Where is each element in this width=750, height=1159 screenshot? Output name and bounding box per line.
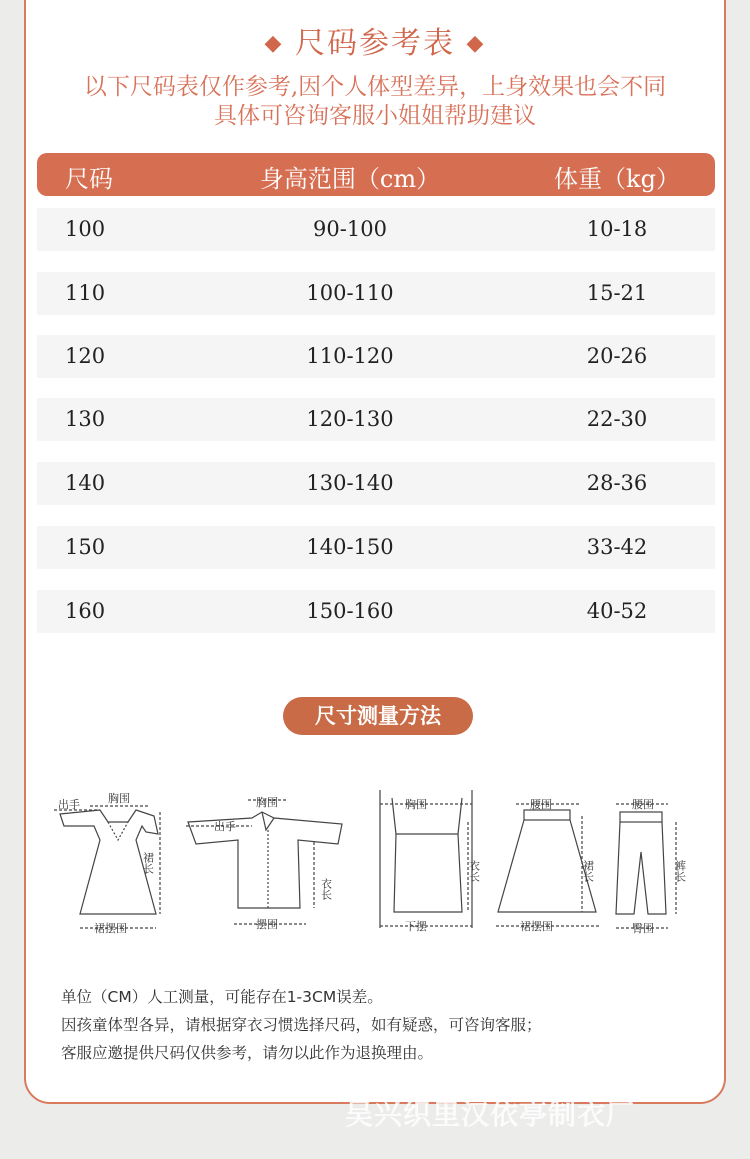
header-size: 尺码: [65, 165, 113, 193]
jacket-label-chest: 胸围: [256, 796, 278, 809]
cell-height: 140-150: [306, 535, 394, 559]
camisole-label-hem: 下摆: [405, 920, 427, 933]
note-line: 单位（CM）人工测量，可能存在1-3CM误差。: [61, 988, 383, 1006]
cell-weight: 15-21: [586, 281, 648, 305]
diamond-icon: ◆: [264, 31, 284, 56]
cell-height: 90-100: [313, 217, 387, 241]
watermark: 吴兴织里汉依亭制衣厂: [345, 1098, 636, 1131]
skirt-label-hem: 裙摆围: [520, 920, 553, 933]
table-row: [37, 272, 715, 315]
table-row: [37, 590, 715, 633]
table-row: [37, 526, 715, 569]
pants-label-waist: 腰围: [632, 798, 654, 811]
cell-weight: 22-30: [586, 407, 648, 431]
measurement-diagrams: [50, 782, 700, 942]
table-row: [37, 335, 715, 378]
cell-weight: 40-52: [586, 599, 648, 623]
cell-size: 140: [65, 471, 106, 495]
table-row: [37, 462, 715, 505]
cell-height: 150-160: [306, 599, 394, 623]
jacket-label-hem: 摆围: [256, 918, 278, 931]
header-height: 身高范围（cm）: [259, 165, 441, 193]
dress-label-hem: 裙摆围: [94, 922, 127, 935]
note-line: 因孩童体型各异，请根据穿衣习惯选择尺码，如有疑惑，可咨询客服；: [61, 1016, 542, 1034]
diamond-icon: ◆: [466, 31, 486, 56]
pants-label-hip: 臀围: [632, 922, 654, 935]
header-weight: 体重（kg）: [554, 165, 680, 193]
pants-diagram: [616, 804, 676, 928]
cell-size: 100: [65, 217, 106, 241]
skirt-label-length: 裙长: [581, 860, 595, 882]
cell-height: 100-110: [306, 281, 394, 305]
pants-label-length: 裤长: [673, 860, 687, 882]
cell-weight: 10-18: [586, 217, 648, 241]
cell-size: 160: [65, 599, 106, 623]
jacket-label-sleeve: 出手: [214, 820, 236, 833]
dress-label-length: 裙长: [141, 852, 155, 874]
cell-height: 110-120: [306, 344, 394, 368]
dress-label-chest: 胸围: [108, 792, 130, 805]
subtitle-line1: 以下尺码表仅作参考,因个人体型差异，上身效果也会不同: [83, 74, 667, 100]
cell-height: 120-130: [306, 407, 394, 431]
cell-height: 130-140: [306, 471, 394, 495]
cell-size: 130: [65, 407, 106, 431]
jacket-label-length: 衣长: [319, 878, 333, 900]
camisole-label-chest: 胸围: [405, 798, 427, 811]
camisole-label-length: 衣长: [467, 860, 481, 882]
cell-size: 110: [65, 281, 106, 305]
table-row: [37, 398, 715, 441]
title-text: 尺码参考表: [295, 26, 455, 61]
table-header: [37, 153, 715, 196]
cell-weight: 20-26: [586, 344, 648, 368]
skirt-label-waist: 腰围: [530, 798, 552, 811]
subtitle-line2: 具体可咨询客服小姐姐帮助建议: [214, 103, 536, 129]
table-row: [37, 208, 715, 251]
dress-label-sleeve: 出手: [58, 798, 80, 811]
cell-weight: 28-36: [586, 471, 648, 495]
cell-weight: 33-42: [586, 535, 648, 559]
note-line: 客服应邀提供尺码仅供参考，请勿以此作为退换理由。: [61, 1044, 434, 1062]
page-title: [0, 18, 750, 62]
jacket-diagram: [186, 800, 342, 924]
measure-method-title: 尺寸测量方法: [283, 697, 473, 735]
cell-size: 120: [65, 344, 106, 368]
cell-size: 150: [65, 535, 106, 559]
